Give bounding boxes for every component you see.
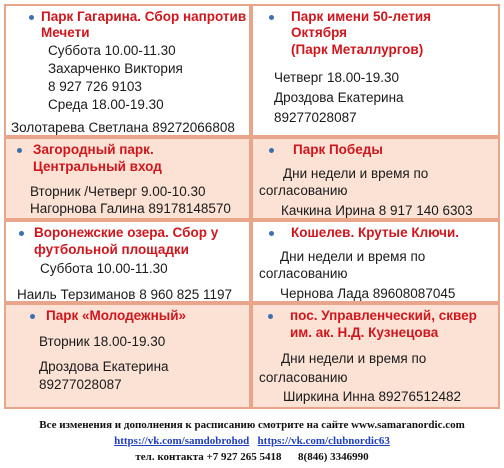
vk-link-samdobrohod[interactable]: https://vk.com/samdobrohod: [114, 435, 250, 447]
bullet-icon: [19, 231, 24, 236]
schedule-note: Дни недели и время по: [280, 249, 426, 264]
trainer-name: Дроздова Екатерина: [274, 90, 404, 105]
trainer-name: Захарченко Виктория: [48, 61, 183, 76]
trainer-name: Дроздова Екатерина: [39, 359, 169, 374]
schedule-note: Дни недели и время по: [281, 351, 427, 366]
trainer-phone: 8 927 726 9103: [48, 79, 142, 94]
location-title: Парк имени 50-летия: [291, 9, 431, 24]
schedule-cell-gagarin-park: [4, 4, 251, 137]
bullet-icon: [30, 314, 35, 319]
schedule-cell-pobedy-park: [251, 137, 500, 220]
schedule-note: согласованию: [259, 266, 348, 281]
trainer-contact: Качкина Ирина 8 917 140 6303: [281, 203, 473, 218]
schedule-cell-50-years-park: [251, 4, 500, 137]
vk-link-clubnordic63[interactable]: https://vk.com/clubnordic63: [257, 435, 390, 447]
bullet-icon: [268, 314, 273, 319]
trainer-contact: Ширкина Инна 89276512482: [283, 389, 462, 404]
trainer-contact: Чернова Лада 89608087045: [280, 286, 456, 301]
location-title: им. ак. Н.Д. Кузнецова: [290, 325, 439, 340]
footer-notice: Все изменения и дополнения к расписанию смотрите на сайте www.samaranordic.com: [39, 419, 465, 431]
schedule-time: Суббота 10.00-11.30: [48, 43, 176, 58]
bullet-icon: [269, 148, 274, 153]
location-title: Парк Победы: [293, 142, 383, 157]
location-title: Загородный парк.: [33, 142, 154, 157]
schedule-time: Вторник 18.00-19.30: [39, 334, 166, 349]
schedule-time: Вторник /Четверг 9.00-10.30: [30, 184, 206, 199]
schedule-time: Среда 18.00-19.30: [48, 97, 164, 112]
location-title: Кошелев. Крутые Ключи.: [291, 225, 460, 240]
trainer-phone: 89277028087: [39, 377, 122, 392]
schedule-cell-zagorodny-park: [4, 137, 251, 220]
location-title: Октября: [291, 25, 348, 40]
bullet-icon: [29, 15, 34, 20]
location-title: Воронежские озера. Сбор у: [34, 225, 219, 240]
footer-contact: тел. контакта +7 927 265 5418 8(846) 3346990: [135, 451, 369, 463]
location-title: Мечети: [41, 25, 90, 40]
schedule-cell-koshelev: [251, 220, 500, 303]
bullet-icon: [269, 15, 274, 20]
bullet-icon: [17, 148, 22, 153]
location-title: пос. Управленческий, сквер: [290, 308, 477, 323]
schedule-time: Суббота 10.00-11.30: [40, 261, 168, 276]
schedule-cell-molodezhny-park: [4, 303, 251, 409]
schedule-time: Четверг 18.00-19.30: [274, 70, 400, 85]
schedule-note: Дни недели и время по: [283, 166, 429, 181]
footer-links: [0, 434, 504, 448]
trainer-contact: Наиль Терзиманов 8 960 825 1197: [17, 287, 233, 302]
location-title: футбольной площадки: [34, 242, 189, 257]
location-title: Центральный вход: [33, 159, 162, 174]
schedule-note: согласованию: [259, 183, 348, 198]
trainer-contact: Золотарева Светлана 89272066808: [11, 120, 235, 135]
schedule-cell-voronezh-lakes: [4, 220, 251, 303]
schedule-cell-upravlenchesky: [251, 303, 500, 409]
trainer-phone: 89277028087: [274, 110, 357, 125]
bullet-icon: [269, 231, 274, 236]
trainer-contact: Нагорнова Галина 89178148570: [30, 201, 231, 216]
location-title: Парк «Молодежный»: [46, 308, 187, 323]
location-title: Парк Гагарина. Сбор напротив: [41, 9, 247, 24]
location-title: (Парк Металлургов): [291, 42, 424, 57]
schedule-note: согласованию: [259, 370, 348, 385]
